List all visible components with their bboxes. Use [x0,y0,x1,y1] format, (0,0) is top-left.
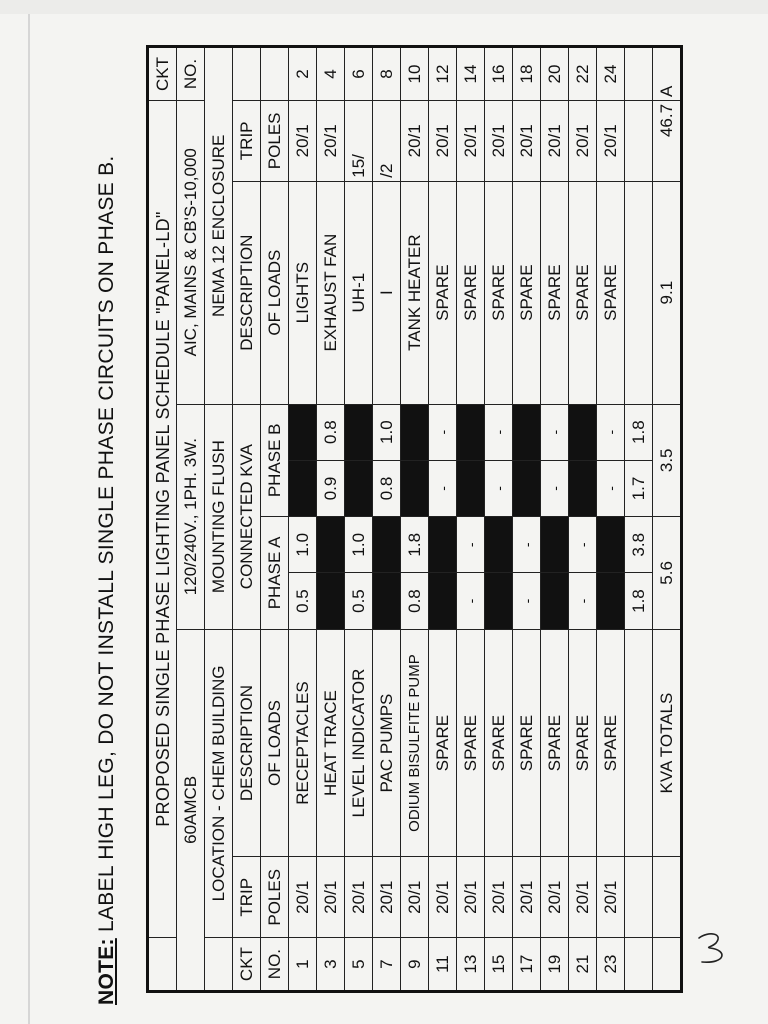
trip-right: 20/1 [289,100,317,181]
phase-a-right-subtotal: 3.8 [625,517,653,573]
phase-b-left-kva [513,460,541,516]
description-header-left: DESCRIPTION [233,629,261,857]
ckt-no-right: 22 [569,47,597,101]
ckt-no-left: 1 [289,938,317,992]
phase-b-left-kva: - [597,460,625,516]
phase-a-left-kva: - [457,573,485,629]
load-description-right: SPARE [541,181,569,404]
load-description-left: SPARE [597,629,625,857]
trip-left: 20/1 [289,857,317,938]
scan-edge [28,0,30,1024]
panel-enclosure: NEMA 12 ENCLOSURE [205,47,233,405]
load-description-left: RECEPTACLES [289,629,317,857]
phase-a-left-kva: 0.8 [401,573,429,629]
phase-b-left-kva: - [541,460,569,516]
no-header-left: NO. [261,938,289,992]
phase-b-right-kva: - [429,404,457,460]
location-row [205,47,233,992]
column-header-row-2 [261,47,289,992]
phase-a-right-kva: 1.0 [345,517,373,573]
ckt-no-left: 17 [513,938,541,992]
phase-b-left-kva: 0.8 [373,460,401,516]
phase-a-header: PHASE A [261,517,289,630]
trip-right: 20/1 [401,100,429,181]
phase-b-left-subtotal: 1.7 [625,460,653,516]
load-description-left: HEAT TRACE [317,629,345,857]
ckt-no-right: 20 [541,47,569,101]
phase-b-left-kva [401,460,429,516]
note-line [90,155,124,1005]
of-loads-header-right: OF LOADS [261,181,289,404]
phase-a-left-kva: 0.5 [289,573,317,629]
ckt-no-left: 11 [429,938,457,992]
circuit-row [457,47,485,992]
subtotal-row [625,47,653,992]
trip-left: 20/1 [541,857,569,938]
note-label: NOTE: [95,938,118,1005]
ckt-no-right: 24 [597,47,625,101]
load-description-right: LIGHTS [289,181,317,404]
poles-header-left: POLES [261,857,289,938]
circuit-row [317,47,345,992]
trip-right: 20/1 [597,100,625,181]
panel-aic: AIC, MAINS & CB'S-10,000 [177,100,205,404]
load-description-right: EXHAUST FAN [317,181,345,404]
ckt-no-right: 2 [289,47,317,101]
phase-b-right-kva [569,404,597,460]
phase-a-right-kva: 1.0 [289,517,317,573]
load-description-left: SPARE [569,629,597,857]
phase-b-right-kva: - [485,404,513,460]
handwritten-page-number [694,930,732,966]
phase-b-left-kva [345,460,373,516]
phase-b-left-kva [289,460,317,516]
trip-left: 20/1 [401,857,429,938]
connected-kva-header: CONNECTED KVA [233,404,261,629]
column-header-row-1 [233,47,261,992]
panel-schedule-table [146,45,683,993]
phase-a-right-kva: - [569,517,597,573]
phase-b-right-kva: 1.0 [373,404,401,460]
phase-a-left-kva [373,573,401,629]
phase-a-right-kva: - [457,517,485,573]
title-row [148,47,177,992]
phase-a-left-kva [485,573,513,629]
load-description-right: SPARE [569,181,597,404]
panel-title: PROPOSED SINGLE PHASE LIGHTING PANEL SCHEDULE "PANEL-LD" [148,100,177,937]
load-description-right: SPARE [429,181,457,404]
circuit-row [401,47,429,992]
phase-a-right-kva [373,517,401,573]
phase-a-left-kva: - [569,573,597,629]
phase-a-right-kva [317,517,345,573]
circuit-row [485,47,513,992]
total-kva-right: 9.1 [653,181,682,404]
trip-header-right: TRIP [233,100,261,181]
phase-b-left-kva [569,460,597,516]
phase-b-right-kva [513,404,541,460]
trip-right: 20/1 [485,100,513,181]
ckt-no-left: 5 [345,938,373,992]
totals-row [653,47,682,992]
ckt-no-right: 12 [429,47,457,101]
ckt-no-left: 15 [485,938,513,992]
ckt-no-left: 9 [401,938,429,992]
phase-b-right-kva [289,404,317,460]
ckt-no-left: 13 [457,938,485,992]
phase-b-right-kva [457,404,485,460]
phase-b-header: PHASE B [261,404,289,517]
load-description-left: LEVEL INDICATOR [345,629,373,857]
description-header-right: DESCRIPTION [233,181,261,404]
phase-a-right-kva [485,517,513,573]
panel-voltage: 120/240V., 1PH. 3W. [177,404,205,629]
kva-totals-label: KVA TOTALS [653,629,682,857]
trip-right: 20/1 [457,100,485,181]
phase-a-left-kva [597,573,625,629]
phase-b-right-kva: - [541,404,569,460]
total-amps: 46.7 [653,100,682,181]
circuit-row [373,47,401,992]
phase-a-left-kva [541,573,569,629]
ckt-header-left: CKT [233,938,261,992]
phase-a-total: 5.6 [653,517,682,630]
ckt-no-left: 3 [317,938,345,992]
scan-top-edge [0,0,768,14]
trip-header-left: TRIP [233,857,261,938]
phase-b-right-kva: 0.8 [317,404,345,460]
load-description-right: UH-1 [345,181,373,404]
ckt-no-right: 18 [513,47,541,101]
phase-b-right-kva: - [597,404,625,460]
trip-right: 20/1 [541,100,569,181]
phase-b-left-kva: - [429,460,457,516]
poles-header-right: POLES [261,100,289,181]
phase-a-left-kva [317,573,345,629]
ckt-header-right: CKT [148,47,177,101]
ckt-no-right: 10 [401,47,429,101]
phase-b-right-kva [401,404,429,460]
no-header-right: NO. [177,47,205,101]
ckt-no-left: 19 [541,938,569,992]
ckt-no-left: 21 [569,938,597,992]
phase-b-left-kva [457,460,485,516]
trip-left: 20/1 [569,857,597,938]
trip-right: /2 [373,100,401,181]
load-description-left: SPARE [457,629,485,857]
load-description-left: SPARE [513,629,541,857]
phase-a-right-kva [597,517,625,573]
trip-right: 15/ [345,100,373,181]
trip-right: 20/1 [513,100,541,181]
circuit-row [345,47,373,992]
trip-left: 20/1 [317,857,345,938]
phase-a-left-subtotal: 1.8 [625,573,653,629]
circuit-row [597,47,625,992]
ckt-no-right: 8 [373,47,401,101]
phase-a-right-kva [429,517,457,573]
load-description-left: SPARE [541,629,569,857]
ckt-no-right: 16 [485,47,513,101]
trip-right: 20/1 [429,100,457,181]
load-description-right: SPARE [513,181,541,404]
circuit-row [541,47,569,992]
circuit-row [513,47,541,992]
ckt-no-right: 14 [457,47,485,101]
phase-a-right-kva [541,517,569,573]
load-description-left: SPARE [485,629,513,857]
phase-b-left-kva: 0.9 [317,460,345,516]
total-amps-unit: A [653,47,682,101]
load-description-right: SPARE [457,181,485,404]
trip-right: 20/1 [317,100,345,181]
of-loads-header-left: OF LOADS [261,629,289,857]
ckt-no-right: 4 [317,47,345,101]
load-description-left: ODIUM BISULFITE PUMP [401,629,429,857]
load-description-right: SPARE [597,181,625,404]
trip-left: 20/1 [373,857,401,938]
phase-b-right-kva [345,404,373,460]
rotated-document [90,45,676,1005]
phase-b-total: 3.5 [653,404,682,517]
phase-a-left-kva [429,573,457,629]
load-description-left: SPARE [429,629,457,857]
phase-a-right-kva: - [513,517,541,573]
phase-b-left-kva: - [485,460,513,516]
phase-b-right-subtotal: 1.8 [625,404,653,460]
trip-left: 20/1 [457,857,485,938]
load-description-right: TANK HEATER [401,181,429,404]
trip-left: 20/1 [513,857,541,938]
load-description-left: PAC PUMPS [373,629,401,857]
trip-right: 20/1 [569,100,597,181]
trip-left: 20/1 [485,857,513,938]
circuit-row [569,47,597,992]
circuit-row [429,47,457,992]
load-description-right: SPARE [485,181,513,404]
panel-rating: 60AMCB [177,629,205,991]
load-description-right: I [373,181,401,404]
phase-a-right-kva: 1.8 [401,517,429,573]
ckt-no-left: 7 [373,938,401,992]
phase-a-left-kva: 0.5 [345,573,373,629]
rating-row [177,47,205,992]
ckt-no-right: 6 [345,47,373,101]
note-text: LABEL HIGH LEG, DO NOT INSTALL SINGLE PHASE CIRCUITS ON PHASE B. [95,155,118,939]
circuit-row [289,47,317,992]
phase-a-left-kva: - [513,573,541,629]
trip-left: 20/1 [429,857,457,938]
panel-location: LOCATION - CHEM BUILDING [205,629,233,937]
trip-left: 20/1 [597,857,625,938]
panel-mounting: MOUNTING FLUSH [205,404,233,629]
trip-left: 20/1 [345,857,373,938]
ckt-no-left: 23 [597,938,625,992]
